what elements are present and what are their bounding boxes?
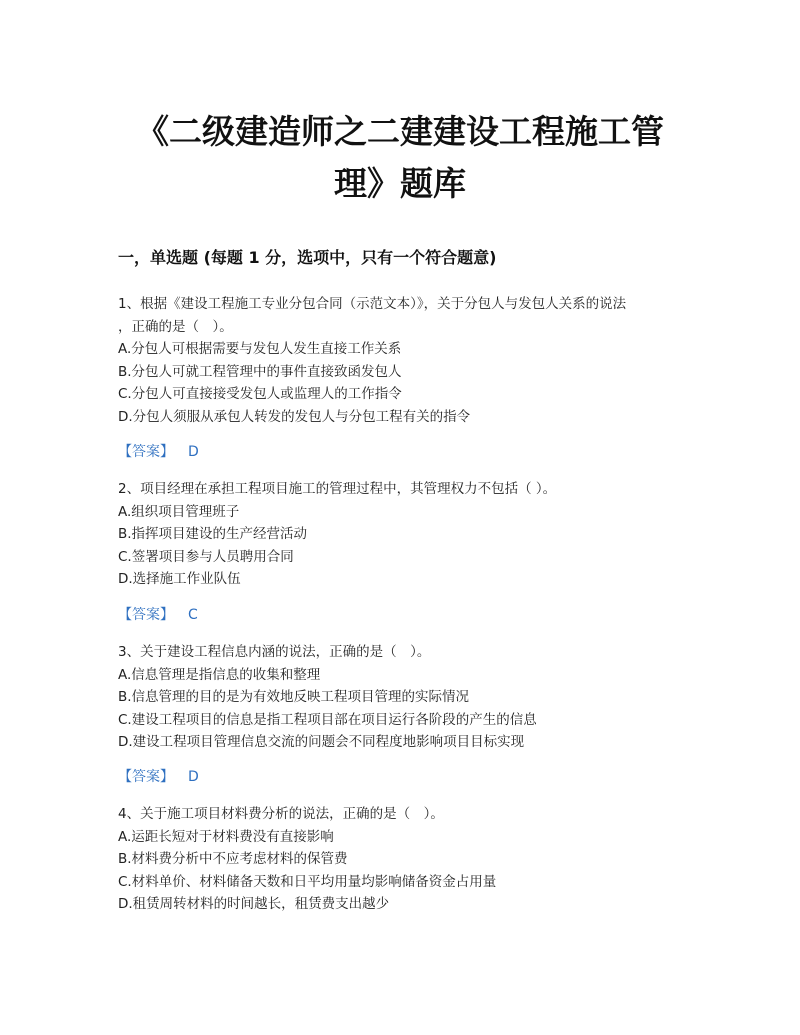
question-1-option-c: C.分包人可直接接受发包人或监理人的工作指令 bbox=[118, 386, 402, 402]
question-1-stem-line-1: 1、根据《建设工程施工专业分包合同（示范文本）》，关于分包人与发包人关系的说法 bbox=[118, 296, 627, 312]
question-4 bbox=[118, 803, 688, 916]
question-2-option-a: A.组织项目管理班子 bbox=[118, 503, 240, 520]
question-1-stem-line-2: ，正确的是（ ）。 bbox=[118, 318, 233, 335]
question-2-option-d: D.选择施工作业队伍 bbox=[118, 571, 241, 587]
question-1-answer-value: D bbox=[188, 444, 199, 460]
question-2-stem-line-1: 2、项目经理在承担工程项目施工的管理过程中，其管理权力不包括（ ）。 bbox=[118, 481, 557, 497]
question-4-option-c: C.材料单价、材料储备天数和日平均用量均影响储备资金占用量 bbox=[118, 873, 497, 890]
question-3-option-c: C.建设工程项目的信息是指工程项目部在项目运行各阶段的产生的信息 bbox=[118, 711, 537, 728]
question-1 bbox=[118, 293, 688, 428]
question-3-option-b: B.信息管理的目的是为有效地反映工程项目管理的实际情况 bbox=[118, 689, 470, 705]
question-3-answer-value: D bbox=[188, 769, 199, 785]
question-1-answer-label: 【答案】 bbox=[118, 444, 174, 460]
question-1-option-b: B.分包人可就工程管理中的事件直接致函发包人 bbox=[118, 363, 402, 380]
question-4-option-b: B.材料费分析中不应考虑材料的保管费 bbox=[118, 851, 348, 867]
question-2-answer bbox=[118, 604, 198, 626]
question-2-option-c: C.签署项目参与人员聘用合同 bbox=[118, 548, 294, 565]
question-4-stem-line-1: 4、关于施工项目材料费分析的说法，正确的是（ ）。 bbox=[118, 806, 444, 822]
question-3-answer-label: 【答案】 bbox=[118, 769, 174, 785]
document-title-line-1: 《二级建造师之二建建设工程施工管 bbox=[136, 112, 664, 151]
question-1-answer bbox=[118, 441, 199, 463]
question-3-stem-line-1: 3、关于建设工程信息内涵的说法，正确的是（ ）。 bbox=[118, 644, 431, 660]
document-title-line-2: 理》题库 bbox=[334, 164, 466, 203]
document-title bbox=[100, 106, 700, 210]
question-2-option-b: B.指挥项目建设的生产经营活动 bbox=[118, 526, 308, 542]
question-1-option-a: A.分包人可根据需要与发包人发生直接工作关系 bbox=[118, 341, 402, 357]
question-3 bbox=[118, 641, 688, 754]
question-4-option-a: A.运距长短对于材料费没有直接影响 bbox=[118, 828, 334, 845]
question-2 bbox=[118, 478, 688, 591]
section-heading: 一，单选题 (每题 1 分，选项中，只有一个符合题意) bbox=[118, 248, 497, 267]
question-2-answer-value: C bbox=[188, 607, 198, 623]
question-2-answer-label: 【答案】 bbox=[118, 607, 174, 623]
question-3-option-d: D.建设工程项目管理信息交流的问题会不同程度地影响项目目标实现 bbox=[118, 734, 525, 750]
question-1-option-d: D.分包人须服从承包人转发的发包人与分包工程有关的指令 bbox=[118, 408, 471, 425]
question-3-option-a: A.信息管理是指信息的收集和整理 bbox=[118, 666, 321, 683]
question-4-option-d: D.租赁周转材料的时间越长，租赁费支出越少 bbox=[118, 896, 390, 912]
question-3-answer bbox=[118, 766, 199, 788]
